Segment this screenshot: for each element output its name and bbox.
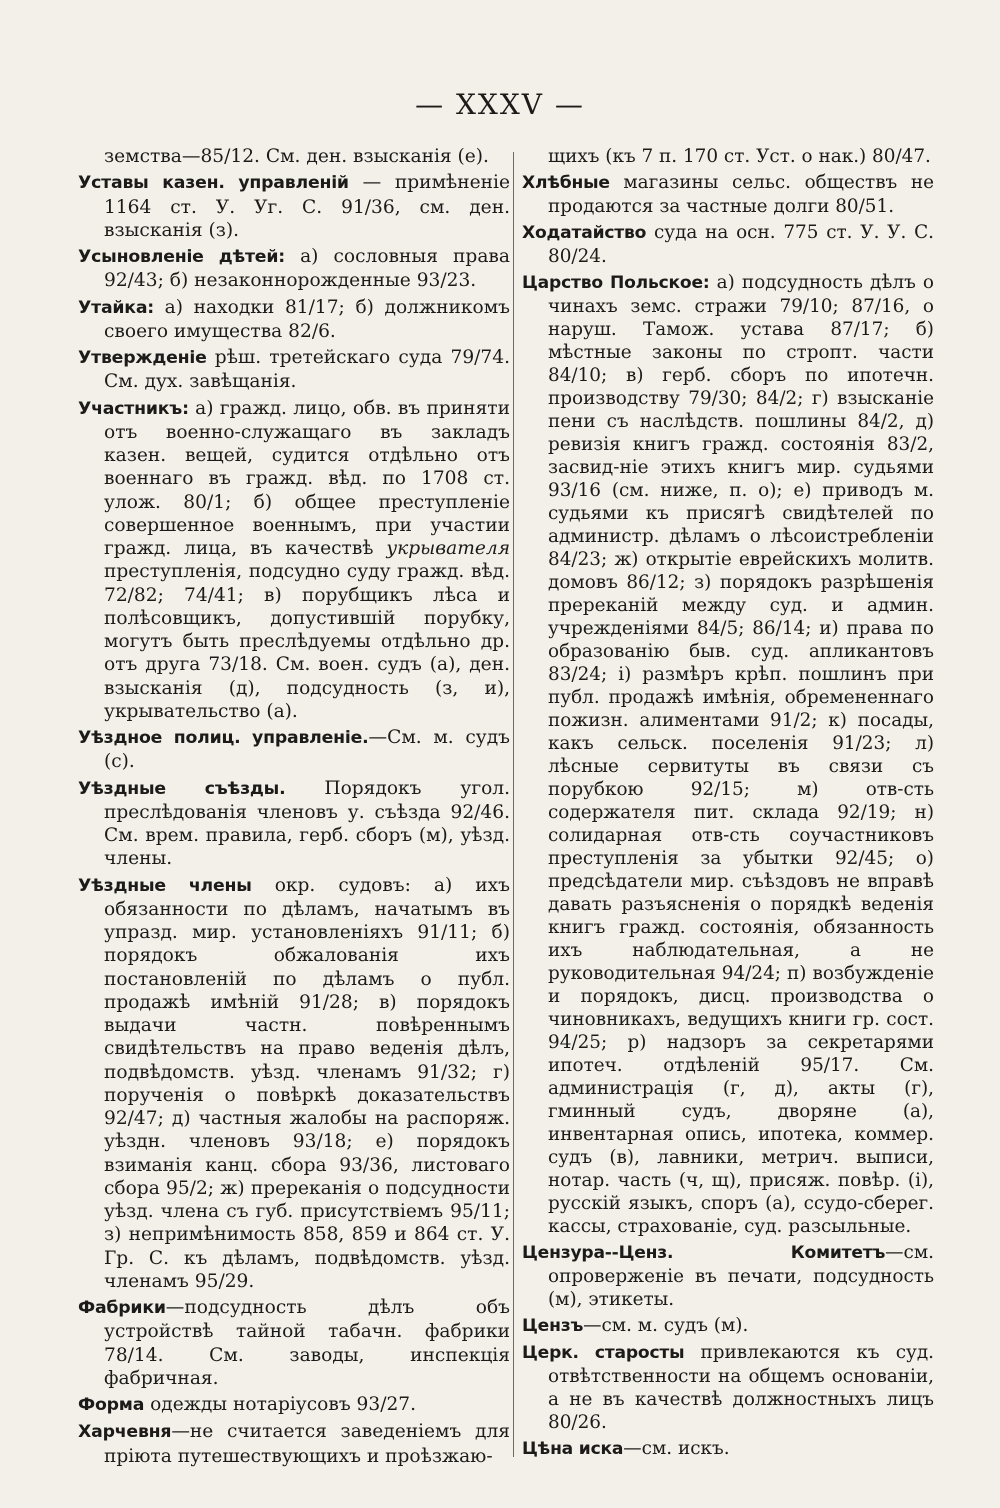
entry-text: а) подсудность дѣлъ о чинахъ земс. стражи 79/10; 87/16, о наруш. Тамож. устава 87/17; б) мѣстные законы по стропт. части 84/10; в) герб. сборъ по ипотечн. производству 79/30; 84/2; г) взысканіе пени съ наслѣдств. пошлины 84/2, д) ревизія книгъ гражд. состоянія 83/2, засвид-ніе этихъ книгъ мир. судьями 93/16 (см. ниже, п. о); е) приводъ м. судьями къ присягѣ свидѣтелей по администр. дѣламъ о лѣсоистребленіи 84/23; ж) открытіе еврейскихъ молитв. домовъ 86/12; з) порядокъ разрѣшенія пререканій между суд. и админ. учрежденіями 84/5; 86/14; и) права по образованію быв. суд. апликантовъ 83/24; і) размѣръ крѣп. пошлинъ при публ. продажѣ имѣнія, обремененнаго пожизн. алиментами 91/2; к) посады, какъ сельск. поселенія 91/23; л) лѣсные сервитуты въ связи съ порубкою 92/15; м) отв-сть содержателя пит. склада 92/19; н) солидарная отв-сть соучастниковъ преступленія за убытки 92/45; о) предсѣдатели мир. съѣздовъ не вправѣ давать разъясненія о порядкѣ веденія книгъ гражд. состоянія, обязанность ихъ наблюдательная, а не руководительная 94/24; п) возбужденіе и порядокъ, дисц. производства о чиновникахъ, ведущихъ книги гр. сост. 94/25; р) надзоръ за секретарями ипотеч. отдѣленій 95/17. См. администрація (г, д), акты (г), гминный судъ, дворяне (а), инвентарная опись, ипотека, коммер. судъ (в), лавники, метрич. выписи, нотар. часть (ч, щ), присяж. повѣр. (і), русскій языкъ, споръ (а), ссудо-сберег. кассы, страхованіе, суд. разсыльные. [548,272,934,1237]
entry-term: Цензъ [522,1316,584,1336]
entry-text: магазины сельс. обществъ не продаются за частные долги 80/51. [548,172,934,217]
index-entry [78,1393,510,1417]
entry-text: а) находки 81/17; б) должникомъ своего имущества 82/6. [104,296,510,342]
entry-text: Порядокъ угол. преслѣдованія членовъ у. съѣзда 92/46. См. врем. правила, герб. сборъ (м), уѣзд. члены. [104,777,510,870]
index-entry [78,245,510,293]
entry-emphasis: укрывателя [386,538,511,559]
entry-term: Уставы казен. управленій [78,173,349,194]
index-entry [522,171,934,218]
entry-term: Цѣна иска [522,1439,624,1459]
entry-text: —подсудность дѣлъ объ устройствѣ тайной табачн. фабрики 78/14. См. заводы, инспекція фабричная. [104,1297,510,1389]
entry-text: —См. м. судъ (с). [104,727,510,773]
entry-term: Участникъ: [78,398,189,419]
column-divider [513,152,514,1457]
entry-text: —см. м. судъ (м). [583,1315,749,1336]
left-column [78,145,510,1471]
index-entry [522,1341,934,1434]
entry-text: —см. искъ. [623,1438,730,1459]
entry-text: рѣш. третейскаго суда 79/74. См. дух. завѣщанія. [104,347,510,393]
entry-term: Усыновленіе дѣтей: [78,247,285,267]
entry-term: Утвержденіе [78,348,207,368]
entry-term: Цензура--Ценз. Комитетъ [522,1243,886,1263]
entry-text: — примѣненіе 1164 ст. У. Уг. С. 91/36, см. ден. взысканія (з). [104,172,510,241]
index-entry [522,221,934,268]
entry-term: Фабрики [78,1298,166,1318]
entry-text: —не считается заведеніемъ для пріюта путешествующихъ и проѣзжаю- [104,1421,510,1467]
index-entry [78,874,510,1294]
entry-term: Ходатайство [522,223,647,243]
index-entry [78,346,510,394]
entry-term: Царство Польское: [522,273,710,293]
entry-text: одежды нотаріусовъ 93/27. [144,1394,417,1415]
page-number-header: — XXXV — [415,88,585,121]
index-entry [78,397,510,724]
entry-term: Уѣздное полиц. управленіе. [78,728,369,748]
entry-text: суда на осн. 775 ст. У. У. С. 80/24. [548,222,934,267]
entry-term: Утайка: [78,297,155,318]
entry-text: окр. судовъ: а) ихъ обязанности по дѣламъ, начатымъ въ упразд. мир. установленіяхъ 91/11; б) порядокъ обжалованія ихъ постановленій по дѣламъ о публ. продажѣ имѣній 91/28; в) порядокъ выдачи частн. повѣреннымъ свидѣтельствъ на право веденія дѣлъ, подвѣдомств. уѣзд. членамъ 91/32; г) порученія о повѣркѣ доказательствъ 92/47; д) частныя жалобы на распоряж. уѣздн. членовъ 93/18; е) порядокъ взиманія канц. сбора 93/36, листоваго сбора 95/2; ж) пререканія о подсудности уѣзд. члена съ губ. присутствіемъ 95/11; з) непримѣнимость 858, 859 и 864 ст. У. Гр. С. къ дѣламъ, подвѣдомств. уѣзд. членамъ 95/29. [104,874,510,1292]
entry-term: Церк. старосты [522,1343,685,1363]
entry-text-continued: преступленія, подсудно суду гражд. вѣд. 72/82; 74/41; в) порубщикъ лѣса и полѣсовщикъ, допустившій порубку, могутъ быть преслѣдуемы отдѣльно др. отъ друга 73/18. См. воен. судъ (а), ден. взысканія (д), подсудность (з, и), укрывательство (а). [104,561,510,722]
entry-text: а) гражд. лицо, обв. въ приняти отъ военно-служащаго въ закладъ казен. вещей, судится отдѣльно отъ военнаго въ гражд. вѣд. по 1708 ст. улож. 80/1; б) общее преступленіе совершенное военнымъ, при участии гражд. лица, въ качествѣ [104,397,510,559]
entry-text: земства—85/12. См. ден. взысканія (е). [104,146,489,167]
entry-text: привлекаются къ суд. отвѣтственности на общемъ основаніи, а не въ качествѣ должностныхъ лицъ 80/26. [548,1342,934,1433]
index-entry [78,296,510,344]
right-column [522,145,934,1464]
entry-term: Хлѣбные [522,173,610,193]
index-entry [78,1420,510,1468]
index-entry [78,171,510,242]
index-entry [522,145,934,168]
index-entry [522,1437,934,1461]
entry-text: щихъ (къ 7 п. 170 ст. Уст. о нак.) 80/47. [548,146,931,167]
entry-text: а) сословныя права 92/43; б) незаконнорожденные 93/23. [104,246,510,292]
index-entry [78,145,510,168]
entry-term: Уѣздные члены [78,875,252,896]
entry-text: —см. опроверженіе въ печати, подсудность (м), этикеты. [548,1242,934,1310]
index-entry [522,1314,934,1338]
entry-term: Харчевня [78,1422,172,1443]
index-entry [522,271,934,1238]
index-entry [78,777,510,871]
entry-term: Форма [78,1395,145,1415]
index-entry [78,726,510,774]
index-entry [78,1296,510,1390]
index-entry [522,1241,934,1311]
entry-term: Уѣздные съѣзды. [78,778,286,799]
